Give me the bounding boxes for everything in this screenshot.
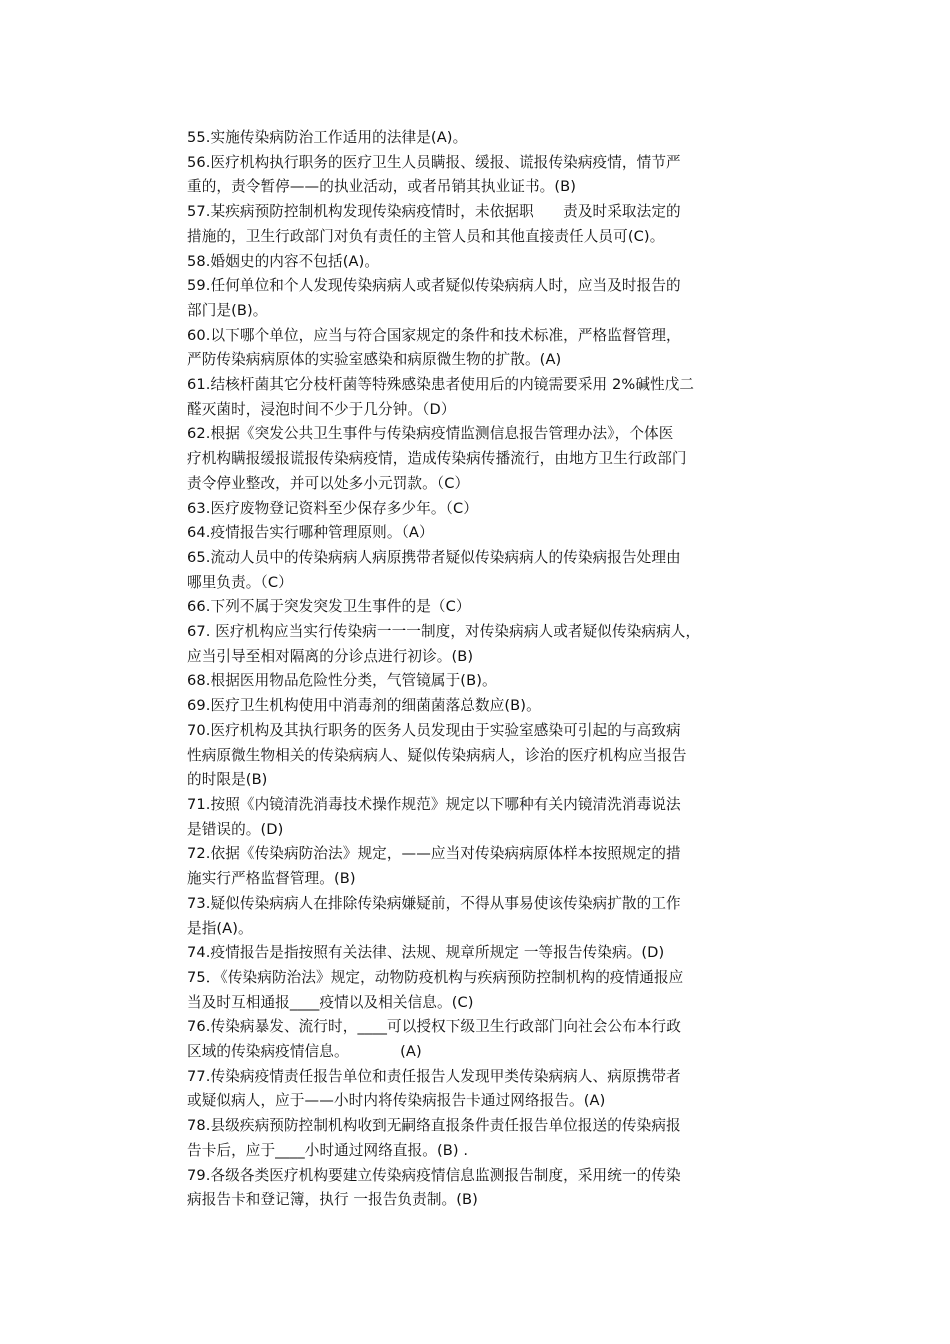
question-line-continued: 哪里负责。（C） <box>187 573 293 591</box>
question-line: 79.各级各类医疗机构要建立传染病疫情信息监测报告制度，采用统一的传染 <box>187 1166 681 1184</box>
question-line: 55.实施传染病防治工作适用的法律是(A)。 <box>187 129 468 146</box>
question-line: 68.根据医用物品危险性分类，气管镜属于(B)。 <box>187 672 497 690</box>
question-line-continued: 应当引导至相对隔离的分诊点进行初诊。(B) <box>187 647 474 665</box>
question-line-continued: 性病原微生物相关的传染病病人、疑似传染病病人，诊治的医疗机构应当报告 <box>187 746 687 764</box>
question-line: 70.医疗机构及其执行职务的医务人员发现由于实验室感染可引起的与高致病 <box>187 721 681 739</box>
question-line-continued: 或疑似病人，应于——小时内将传染病报告卡通过网络报告。(A) <box>187 1092 606 1110</box>
question-line: 72.依据《传染病防治法》规定，——应当对传染病病原体样本按照规定的措 <box>187 845 681 863</box>
question-line: 63.医疗废物登记资料至少保存多少年。（C） <box>187 499 478 517</box>
question-line: 78.县级疾病预防控制机构收到无嗣络直报条件责任报告单位报送的传染病报 <box>187 1117 681 1135</box>
question-line: 66.下列不属于突发突发卫生事件的是（C） <box>187 598 471 616</box>
question-line-continued: 重的，责令暂停——的执业活动，或者吊销其执业证书。(B) <box>187 178 577 196</box>
question-line: 61.结核杆菌其它分枝杆菌等特殊感染患者使用后的内镜需要采用 2%碱性戊二 <box>187 376 695 394</box>
question-line-continued: 部门是(B)。 <box>187 301 268 319</box>
question-line-continued: 是错误的。(D) <box>187 820 284 838</box>
question-line: 58.婚姻史的内容不包括(A)。 <box>187 252 380 270</box>
question-line: 73.疑似传染病病人在排除传染病嫌疑前，不得从事易使该传染病扩散的工作 <box>187 894 681 912</box>
question-line: 67. 医疗机构应当实行传染病一一一制度，对传染病病人或者疑似传染病病人， <box>187 623 701 641</box>
question-line: 77.传染病疫情责任报告单位和责任报告人发现甲类传染病病人、病原携带者 <box>187 1067 681 1085</box>
question-line-continued: 告卡后，应于____小时通过网络直报。(B) . <box>187 1141 469 1159</box>
question-line-continued: 区域的传染病疫情信息。 (A) <box>187 1043 422 1061</box>
question-line-continued: 病报告卡和登记簿，执行 一报告负责制。(B) <box>187 1191 478 1209</box>
question-line: 65.流动人员中的传染病病人病原携带者疑似传染病病人的传染病报告处理由 <box>187 548 681 566</box>
question-line-continued: 当及时互相通报____疫情以及相关信息。(C) <box>187 993 474 1011</box>
question-line: 74.疫情报告是指按照有关法律、法规、规章所规定 一等报告传染病。(D) <box>187 944 665 962</box>
question-line: 62.根据《突发公共卫生事件与传染病疫情监测信息报告管理办法》，个体医 <box>187 425 674 443</box>
question-line-continued: 的时限是(B) <box>187 771 268 789</box>
question-line: 69.医疗卫生机构使用中消毒剂的细菌菌落总数应(B)。 <box>187 697 541 715</box>
question-line: 75．《传染病防治法》规定，动物防疫机构与疾病预防控制机构的疫情通报应 <box>187 968 684 986</box>
question-line-continued: 严防传染病病原体的实验室感染和病原微生物的扩散。(A) <box>187 351 562 369</box>
question-line-continued: 醛灭菌时，浸泡时间不少于几分钟。（D） <box>187 400 456 418</box>
question-line-continued: 疗机构瞒报缓报谎报传染病疫情，造成传染病传播流行，由地方卫生行政部门 <box>187 450 687 468</box>
question-line: 71.按照《内镜清洗消毒技术操作规范》规定以下哪种有关内镜清洗消毒说法 <box>187 795 681 813</box>
question-line: 60.以下哪个单位，应当与符合国家规定的条件和技术标准，严格监督管理， <box>187 326 681 344</box>
question-line-continued: 措施的，卫生行政部门对负有责任的主管人员和其他直接责任人员可(C)。 <box>187 227 665 245</box>
question-list <box>187 126 767 1213</box>
question-line-continued: 责令停业整改，并可以处多小元罚款。（C） <box>187 474 470 492</box>
question-line: 57.某疾病预防控制机构发现传染病疫情时，未依据职 责及时采取法定的 <box>187 203 681 221</box>
question-line-continued: 施实行严格监督管理。(B) <box>187 870 356 888</box>
question-line: 76.传染病暴发、流行时，____可以授权下级卫生行政部门向社会公布本行政 <box>187 1018 681 1036</box>
question-line: 64.疫情报告实行哪种管理原则。（A） <box>187 524 434 542</box>
question-line: 59.任何单位和个人发现传染病病人或者疑似传染病病人时，应当及时报告的 <box>187 277 681 295</box>
question-line: 56.医疗机构执行职务的医疗卫生人员瞒报、缓报、谎报传染病疫情，情节严 <box>187 153 681 171</box>
question-line-continued: 是指(A)。 <box>187 919 253 937</box>
